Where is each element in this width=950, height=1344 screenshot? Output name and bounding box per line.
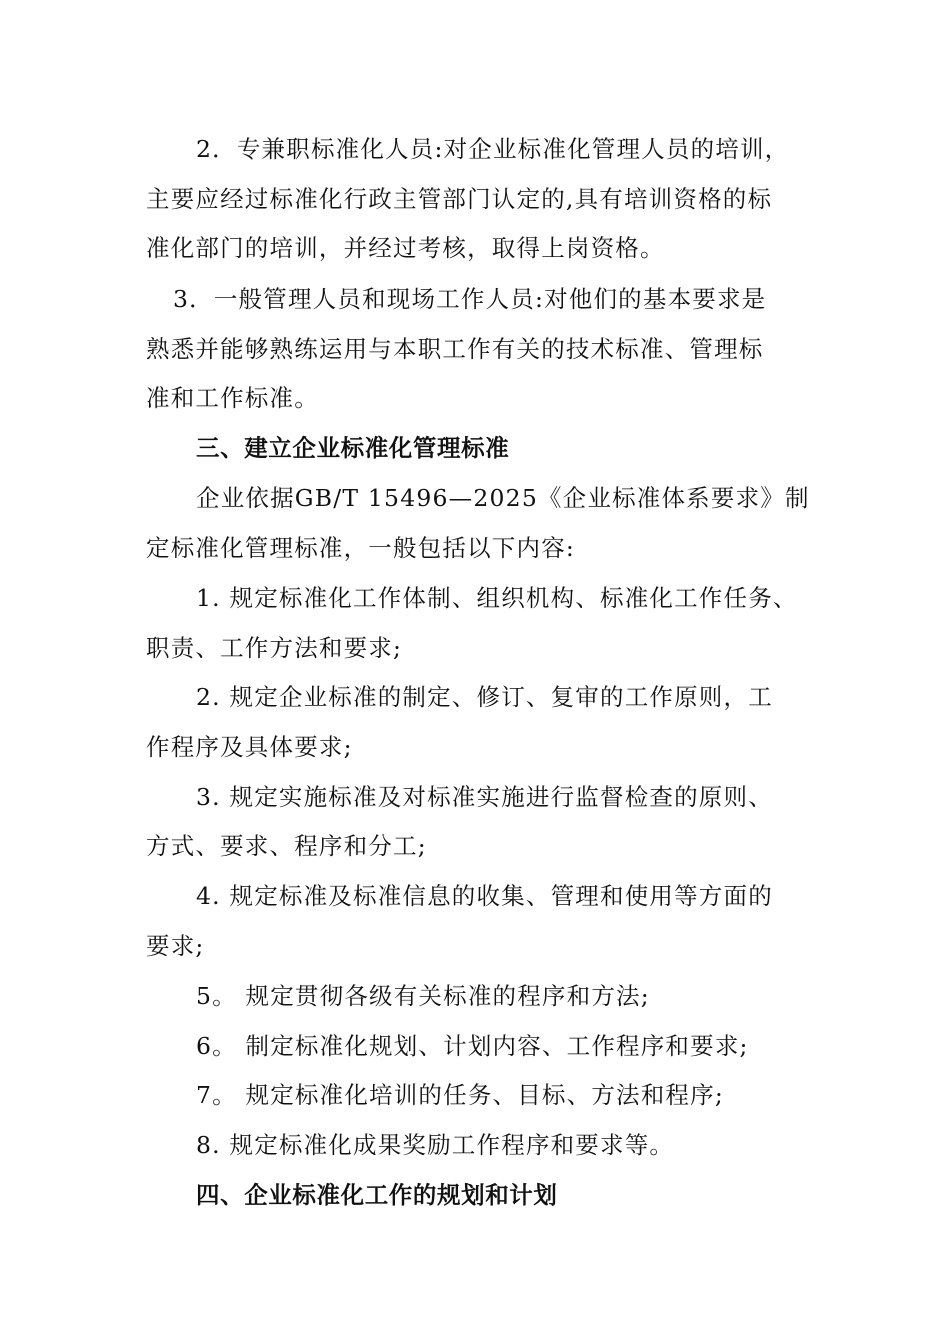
- list-item-line: 要求;: [146, 932, 205, 960]
- paragraph-line: 3．一般管理人员和现场工作人员:对他们的基本要求是: [173, 285, 767, 313]
- list-item-line: 作程序及具体要求;: [146, 733, 353, 761]
- list-item-line: 4. 规定标准及标准信息的收集、管理和使用等方面的: [196, 882, 773, 910]
- list-item-line: 1. 规定标准化工作体制、组织机构、标准化工作任务、: [196, 584, 798, 612]
- list-item-line: 2. 规定企业标准的制定、修订、复审的工作原则，工: [196, 683, 773, 711]
- paragraph-line: 定标准化管理标准，一般包括以下内容:: [146, 534, 576, 562]
- list-item-line: 7。 规定标准化培训的任务、目标、方法和程序;: [196, 1081, 724, 1109]
- paragraph-line: 准和工作标准。: [146, 384, 319, 412]
- list-item-line: 6。 制定标准化规划、计划内容、工作程序和要求;: [196, 1032, 749, 1060]
- paragraph-line: 准化部门的培训，并经过考核，取得上岗资格。: [146, 234, 665, 262]
- list-item-line: 职责、工作方法和要求;: [146, 634, 403, 662]
- paragraph-line: 熟悉并能够熟练运用与本职工作有关的技术标准、管理标: [146, 335, 764, 363]
- paragraph-line: 企业依据GB/T 15496—2025《企业标准体系要求》制: [196, 484, 810, 512]
- list-item-line: 方式、要求、程序和分工;: [146, 832, 427, 860]
- paragraph-line: 主要应经过标准化行政主管部门认定的,具有培训资格的标: [146, 185, 773, 213]
- section-heading: 四、企业标准化工作的规划和计划: [196, 1181, 558, 1209]
- list-item-line: 8. 规定标准化成果奖励工作程序和要求等。: [196, 1131, 675, 1159]
- section-heading: 三、建立企业标准化管理标准: [196, 434, 510, 462]
- paragraph-line: 2．专兼职标准化人员:对企业标准化管理人员的培训，: [196, 135, 790, 163]
- list-item-line: 5。 规定贯彻各级有关标准的程序和方法;: [196, 982, 650, 1010]
- list-item-line: 3. 规定实施标准及对标准实施进行监督检查的原则、: [196, 783, 773, 811]
